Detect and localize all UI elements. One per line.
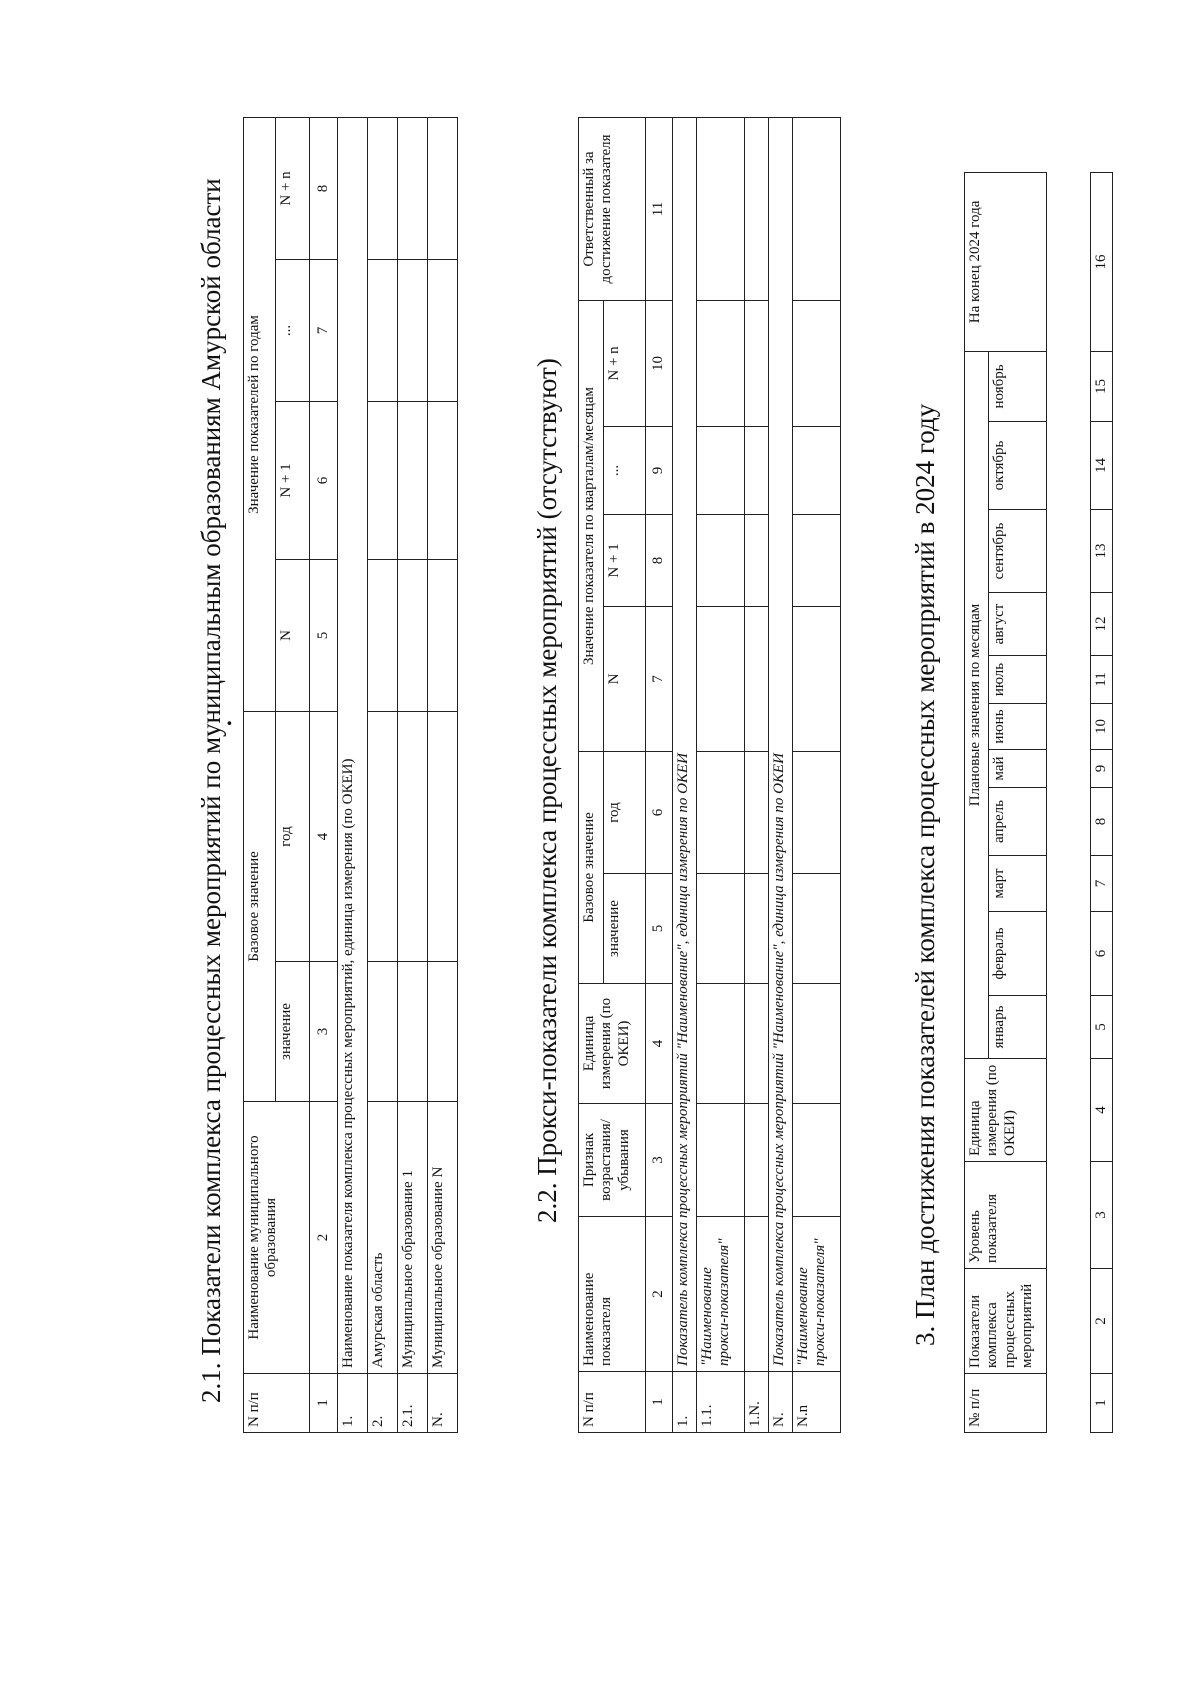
th-base: Базовое значение (244, 711, 276, 1101)
table-row (745, 117, 769, 1432)
col-number: 8 (310, 117, 338, 259)
mo-name: Амурская область (368, 1102, 398, 1374)
table-3 (964, 172, 1047, 1433)
th-num: N п/п (244, 1374, 310, 1433)
th-plan-by-month: Плановые значения по месяцам (965, 351, 989, 1058)
th-base-year: год (276, 711, 310, 961)
table-row (428, 117, 458, 1432)
th-responsible: Ответственный за достижение показателя (579, 117, 646, 300)
th-month: март (989, 856, 1047, 912)
col-number: 3 (646, 1104, 673, 1217)
proxy-name: "Наименование прокси-показателя" (697, 1217, 745, 1372)
section-3-title: 3. План достижения показателей комплекса процессных мероприятий в 2024 году (910, 403, 940, 1346)
th-years: Значение показателей по годам (244, 117, 276, 711)
col-number: 6 (646, 751, 673, 873)
col-number: 14 (1091, 422, 1113, 510)
th-indicators: Показатели комплекса процессных мероприятий (965, 1269, 1047, 1374)
col-number: 2 (310, 1102, 338, 1374)
col-number: 10 (1091, 704, 1113, 750)
th-month: июль (989, 656, 1047, 704)
row-num: N.n (793, 1372, 841, 1433)
th-month: январь (989, 996, 1047, 1059)
col-number: 12 (1091, 593, 1113, 656)
col-number: 8 (646, 514, 673, 606)
column-number-row (310, 117, 338, 1432)
th-month: сентябрь (989, 510, 1047, 593)
col-number: 8 (1091, 788, 1113, 856)
th-ell: ... (604, 426, 646, 514)
col-number: 1 (646, 1372, 673, 1433)
indicator-text: Наименование показателя комплекса процессных мероприятий, единица измерения (по ОКЕИ) (338, 117, 368, 1373)
th-base-year: год (604, 751, 646, 873)
indicator-row (338, 117, 368, 1432)
row-num: 2. (368, 1374, 398, 1433)
row-num: 1. (338, 1374, 368, 1433)
col-number: 5 (646, 874, 673, 984)
table-row (368, 117, 398, 1432)
th-level: Уровень показателя (965, 1162, 1047, 1269)
mo-name: Муниципальное образование 1 (398, 1102, 428, 1374)
th-month: апрель (989, 788, 1047, 856)
row-num: N. (769, 1372, 793, 1433)
col-number: 4 (310, 711, 338, 961)
row-num: 1. (673, 1372, 697, 1433)
col-number: 13 (1091, 510, 1113, 593)
th-n1: N + 1 (276, 401, 310, 559)
col-number: 4 (1091, 1059, 1113, 1162)
col-number: 11 (646, 117, 673, 300)
th-sign: Признак возрастания/ убывания (579, 1104, 646, 1217)
col-number: 9 (646, 426, 673, 514)
th-month: август (989, 593, 1047, 656)
col-number: 15 (1091, 352, 1113, 422)
th-month: февраль (989, 912, 1047, 996)
th-month: октябрь (989, 422, 1047, 510)
th-num: N п/п (579, 1372, 646, 1433)
table-2-1 (243, 117, 458, 1433)
row-num: N. (428, 1374, 458, 1433)
th-mo-name: Наименование муниципального образования (244, 1102, 310, 1374)
th-base-value: значение (276, 962, 310, 1102)
th-num: № п/п (965, 1374, 1047, 1433)
table-3-column-numbers (1090, 172, 1113, 1433)
indicator-text: Показатель комплекса процессных мероприятий "Наименование", единица измерения по ОКЕИ (769, 117, 793, 1371)
col-number: 4 (646, 984, 673, 1104)
col-number: 9 (1091, 750, 1113, 788)
th-unit: Единица измерения (по ОКЕИ) (965, 1059, 1047, 1162)
col-number: 3 (310, 962, 338, 1102)
row-num: 1.1. (697, 1372, 745, 1433)
section-2-1-title: 2.1. Показатели комплекса процессных мероприятий по муниципальным образованиям Амурской области (196, 178, 226, 1403)
th-base-value: значение (604, 874, 646, 984)
col-number: 6 (1091, 912, 1113, 996)
table-row (697, 117, 745, 1432)
table-row (793, 117, 841, 1432)
th-nn: N + n (276, 117, 310, 259)
th-unit: Единица измерения (по ОКЕИ) (579, 984, 646, 1104)
stray-dot-mark: • (222, 720, 239, 726)
col-number: 3 (1091, 1162, 1113, 1269)
col-number: 5 (310, 559, 338, 711)
th-n1: N + 1 (604, 514, 646, 606)
th-month: май (989, 750, 1047, 788)
col-number: 7 (310, 259, 338, 401)
th-n: N (276, 559, 310, 711)
row-num: 1.N. (745, 1372, 769, 1433)
col-number: 2 (1091, 1269, 1113, 1374)
col-number: 2 (646, 1217, 673, 1372)
column-number-row (1091, 173, 1113, 1433)
col-number: 7 (1091, 856, 1113, 912)
th-base: Базовое значение (579, 751, 604, 983)
col-number: 16 (1091, 173, 1113, 352)
col-number: 5 (1091, 996, 1113, 1059)
proxy-name: "Наименование прокси-показателя" (793, 1217, 841, 1372)
th-ind-name: Наименование показателя (579, 1217, 646, 1372)
col-number: 11 (1091, 656, 1113, 704)
th-quarters: Значение показателя по кварталам/месяцам (579, 300, 604, 751)
indicator-text: Показатель комплекса процессных мероприятий "Наименование", единица измерения по ОКЕИ (673, 117, 697, 1371)
th-ell: ... (276, 259, 310, 401)
th-month: ноябрь (989, 351, 1047, 421)
th-end-of-year: На конец 2024 года (965, 172, 1047, 351)
mo-name: Муниципальное образование N (428, 1102, 458, 1374)
section-2-2-title: 2.2. Прокси-показатели комплекса процессных мероприятий (отсутствуют) (532, 358, 562, 1223)
th-nn: N + n (604, 300, 646, 426)
th-n: N (604, 606, 646, 751)
th-month: июнь (989, 704, 1047, 750)
col-number: 7 (646, 606, 673, 751)
col-number: 1 (1091, 1374, 1113, 1433)
indicator-row (673, 117, 697, 1432)
indicator-row (769, 117, 793, 1432)
row-num: 2.1. (398, 1374, 428, 1433)
column-number-row (646, 117, 673, 1432)
col-number: 6 (310, 401, 338, 559)
table-2-2 (578, 117, 841, 1433)
table-row (398, 117, 428, 1432)
col-number: 10 (646, 300, 673, 426)
col-number: 1 (310, 1374, 338, 1433)
